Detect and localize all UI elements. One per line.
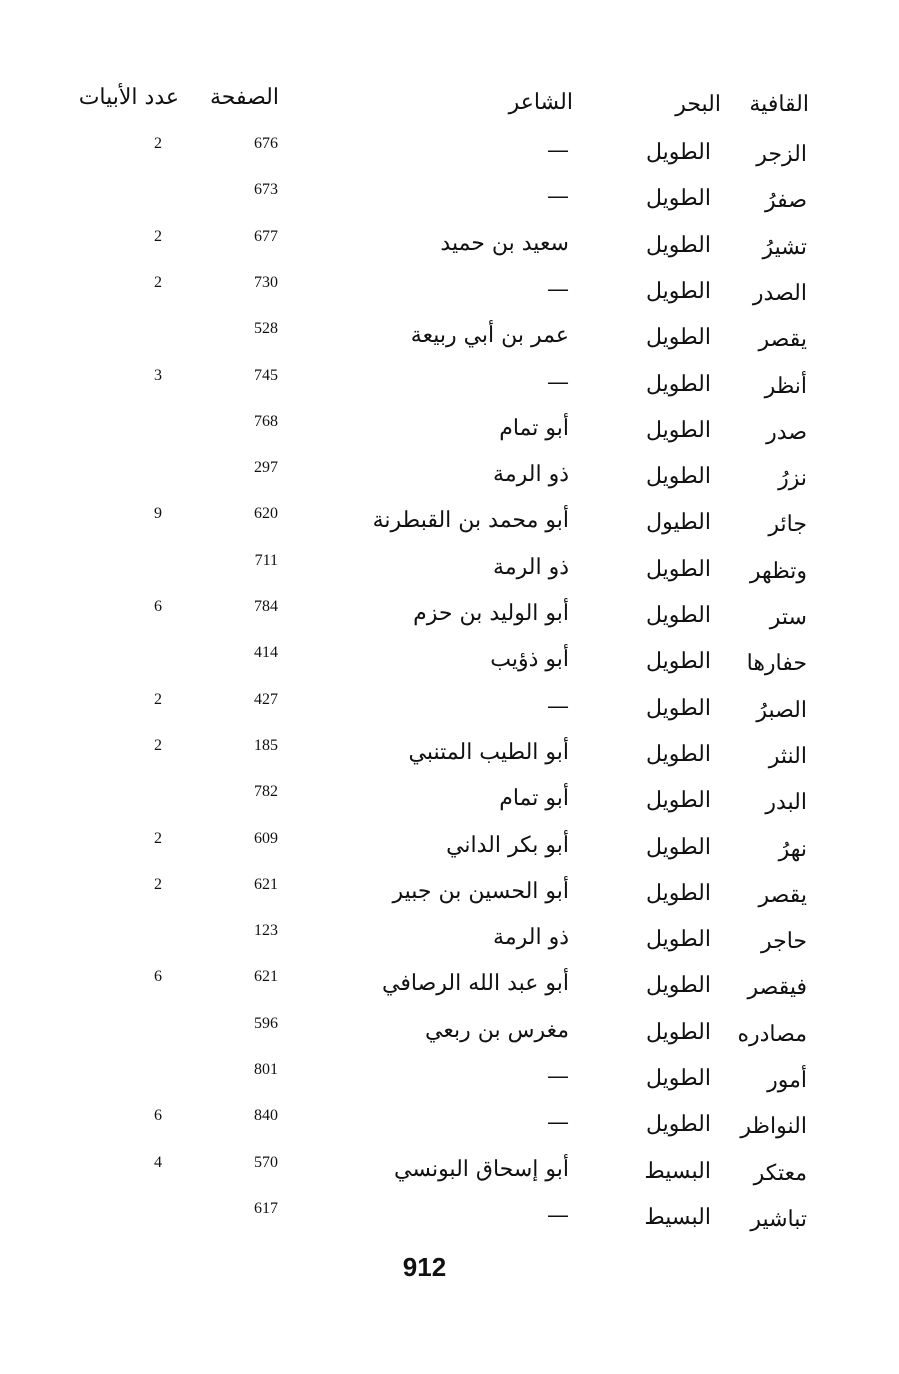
- table-row: [0, 553, 899, 593]
- page-cell: 609: [254, 829, 278, 847]
- table-row: [0, 460, 899, 500]
- count-cell: 6: [154, 1107, 162, 1125]
- count-cell: 9: [154, 505, 162, 523]
- qafiya-cell: صفرُ: [765, 188, 807, 214]
- bahr-cell: الطويل: [645, 649, 711, 675]
- table-row: [0, 1016, 899, 1056]
- count-cell: 6: [154, 968, 162, 986]
- bahr-cell: الطويل: [645, 973, 711, 999]
- poet-cell: ذو الرمة: [493, 554, 569, 580]
- poet-cell: أبو عبد الله الرصافي: [382, 971, 569, 997]
- table-row: [0, 368, 899, 408]
- bahr-cell: الطويل: [645, 741, 711, 767]
- count-cell: 2: [154, 690, 162, 708]
- poet-cell: —: [547, 1110, 569, 1136]
- header-count: عدد الأبيات: [78, 85, 179, 110]
- qafiya-cell: أمور: [767, 1068, 807, 1093]
- bahr-cell: الطويل: [645, 464, 711, 490]
- header-bahr: البحر: [675, 92, 721, 117]
- page-cell: 297: [254, 459, 278, 477]
- table-row: [0, 1062, 899, 1102]
- page-cell: 427: [254, 690, 278, 708]
- table-row: [0, 599, 899, 639]
- qafiya-cell: معتكر: [753, 1160, 807, 1186]
- count-cell: 3: [154, 366, 162, 384]
- qafiya-cell: وتظهر: [749, 558, 807, 584]
- bahr-cell: البسيط: [644, 1204, 711, 1230]
- count-cell: 6: [154, 598, 162, 615]
- page-cell: 185: [254, 736, 278, 754]
- page-cell: 784: [254, 598, 278, 615]
- qafiya-cell: النواظر: [740, 1114, 807, 1140]
- poet-cell: أبو تمام: [499, 415, 569, 441]
- table-row: [0, 738, 899, 778]
- table-row: [0, 784, 899, 824]
- qafiya-cell: يقصر: [758, 327, 807, 353]
- page-cell: 620: [254, 505, 278, 523]
- bahr-cell: الطيول: [646, 510, 711, 536]
- count-cell: 2: [154, 829, 162, 847]
- table-row: [0, 229, 899, 269]
- poet-cell: أبو محمد بن القبطرنة: [372, 508, 569, 534]
- count-cell: 2: [154, 273, 162, 291]
- qafiya-cell: الصبرُ: [756, 697, 807, 723]
- page-cell: 711: [254, 551, 278, 569]
- table-row: [0, 831, 899, 871]
- page-cell: 123: [254, 922, 278, 940]
- bahr-cell: الطويل: [645, 788, 711, 814]
- qafiya-cell: صدر: [766, 419, 807, 445]
- page-cell: 621: [254, 875, 278, 893]
- poet-cell: مغرس بن ربعي: [425, 1017, 569, 1043]
- poet-cell: أبو إسحاق البونسي: [393, 1156, 569, 1182]
- qafiya-cell: يقصر: [758, 882, 807, 908]
- table-row: [0, 1155, 899, 1195]
- bahr-cell: الطويل: [645, 140, 711, 165]
- table-row: [0, 1108, 899, 1148]
- qafiya-cell: حفارها: [746, 651, 807, 677]
- bahr-cell: الطويل: [645, 278, 711, 304]
- qafiya-cell: جائر: [768, 512, 807, 538]
- qafiya-cell: فيقصر: [747, 975, 807, 1001]
- poet-cell: أبو بكر الداني: [446, 832, 569, 858]
- bahr-cell: الطويل: [645, 880, 711, 906]
- poet-cell: ذو الرمة: [493, 925, 569, 951]
- bahr-cell: الطويل: [645, 186, 711, 212]
- bahr-cell: الطويل: [645, 1066, 711, 1091]
- count-cell: 2: [154, 135, 162, 152]
- poet-cell: ذو الرمة: [493, 462, 569, 488]
- qafiya-cell: أنظر: [764, 373, 807, 399]
- qafiya-cell: البدر: [765, 790, 807, 816]
- table-row: [0, 182, 899, 222]
- qafiya-cell: مصادره: [737, 1021, 807, 1047]
- bahr-cell: الطويل: [645, 417, 711, 443]
- poet-cell: —: [547, 184, 569, 210]
- count-cell: 2: [154, 875, 162, 893]
- table-row: [0, 275, 899, 315]
- page-cell: 596: [254, 1014, 278, 1032]
- qafiya-cell: نهرُ: [778, 836, 807, 862]
- table-row: [0, 969, 899, 1009]
- bahr-cell: الطويل: [645, 834, 711, 860]
- page-cell: 745: [254, 366, 278, 384]
- table-row: [0, 414, 899, 454]
- bahr-cell: الطويل: [645, 232, 711, 258]
- table-row: [0, 692, 899, 732]
- poet-cell: سعيد بن حميد: [440, 230, 569, 256]
- page-cell: 782: [254, 783, 278, 801]
- poet-cell: —: [547, 1202, 569, 1228]
- bahr-cell: الطويل: [645, 556, 711, 582]
- bahr-cell: الطويل: [645, 603, 711, 628]
- header-poet: الشاعر: [508, 90, 573, 115]
- page-cell: 617: [254, 1199, 278, 1217]
- page-cell: 570: [254, 1153, 278, 1171]
- count-cell: 2: [154, 736, 162, 754]
- bahr-cell: الطويل: [645, 371, 711, 397]
- table-row: [0, 1201, 899, 1241]
- page-cell: 801: [254, 1061, 278, 1078]
- table-row: [0, 877, 899, 917]
- table-row: [0, 136, 899, 176]
- table-row: [0, 923, 899, 963]
- table-row: [0, 321, 899, 361]
- qafiya-cell: تباشير: [750, 1206, 807, 1232]
- qafiya-cell: الصدر: [752, 280, 807, 306]
- count-cell: 4: [154, 1153, 162, 1171]
- poet-cell: —: [547, 138, 569, 163]
- page-number: 912: [402, 1252, 447, 1282]
- page-cell: 677: [254, 227, 278, 245]
- page-cell: 768: [254, 412, 278, 430]
- poet-cell: —: [547, 1064, 569, 1089]
- poet-cell: أبو ذؤيب: [490, 647, 569, 673]
- poet-cell: —: [547, 276, 569, 302]
- qafiya-cell: حاجر: [760, 929, 807, 955]
- qafiya-cell: ستر: [769, 605, 807, 630]
- poet-cell: أبو الطيب المتنبي: [408, 739, 569, 765]
- header-page: الصفحة: [209, 85, 279, 110]
- page-cell: 840: [254, 1107, 278, 1125]
- poet-cell: أبو تمام: [499, 786, 569, 812]
- count-cell: 2: [154, 227, 162, 245]
- poet-cell: —: [547, 693, 569, 719]
- poet-cell: أبو الوليد بن حزم: [413, 601, 569, 626]
- poet-cell: —: [547, 369, 569, 395]
- table-row: [0, 506, 899, 546]
- qafiya-cell: نزرُ: [778, 466, 807, 492]
- header-qafiya: القافية: [749, 92, 809, 117]
- table-row: [0, 645, 899, 685]
- page-cell: 414: [254, 644, 278, 662]
- qafiya-cell: تشيرُ: [762, 234, 807, 260]
- page-cell: 673: [254, 181, 278, 199]
- page-cell: 621: [254, 968, 278, 986]
- qafiya-cell: الزجر: [756, 142, 807, 167]
- page-cell: 676: [254, 135, 278, 152]
- poet-cell: عمر بن أبي ربيعة: [410, 323, 569, 349]
- bahr-cell: الطويل: [645, 1019, 711, 1045]
- page-cell: 528: [254, 320, 278, 338]
- poet-cell: أبو الحسين بن جبير: [392, 878, 569, 904]
- bahr-cell: الطويل: [645, 695, 711, 721]
- page-cell: 730: [254, 273, 278, 291]
- bahr-cell: الطويل: [645, 325, 711, 351]
- bahr-cell: الطويل: [645, 927, 711, 953]
- bahr-cell: الطويل: [645, 1112, 711, 1138]
- bahr-cell: البسيط: [644, 1158, 711, 1184]
- qafiya-cell: النثر: [768, 743, 807, 769]
